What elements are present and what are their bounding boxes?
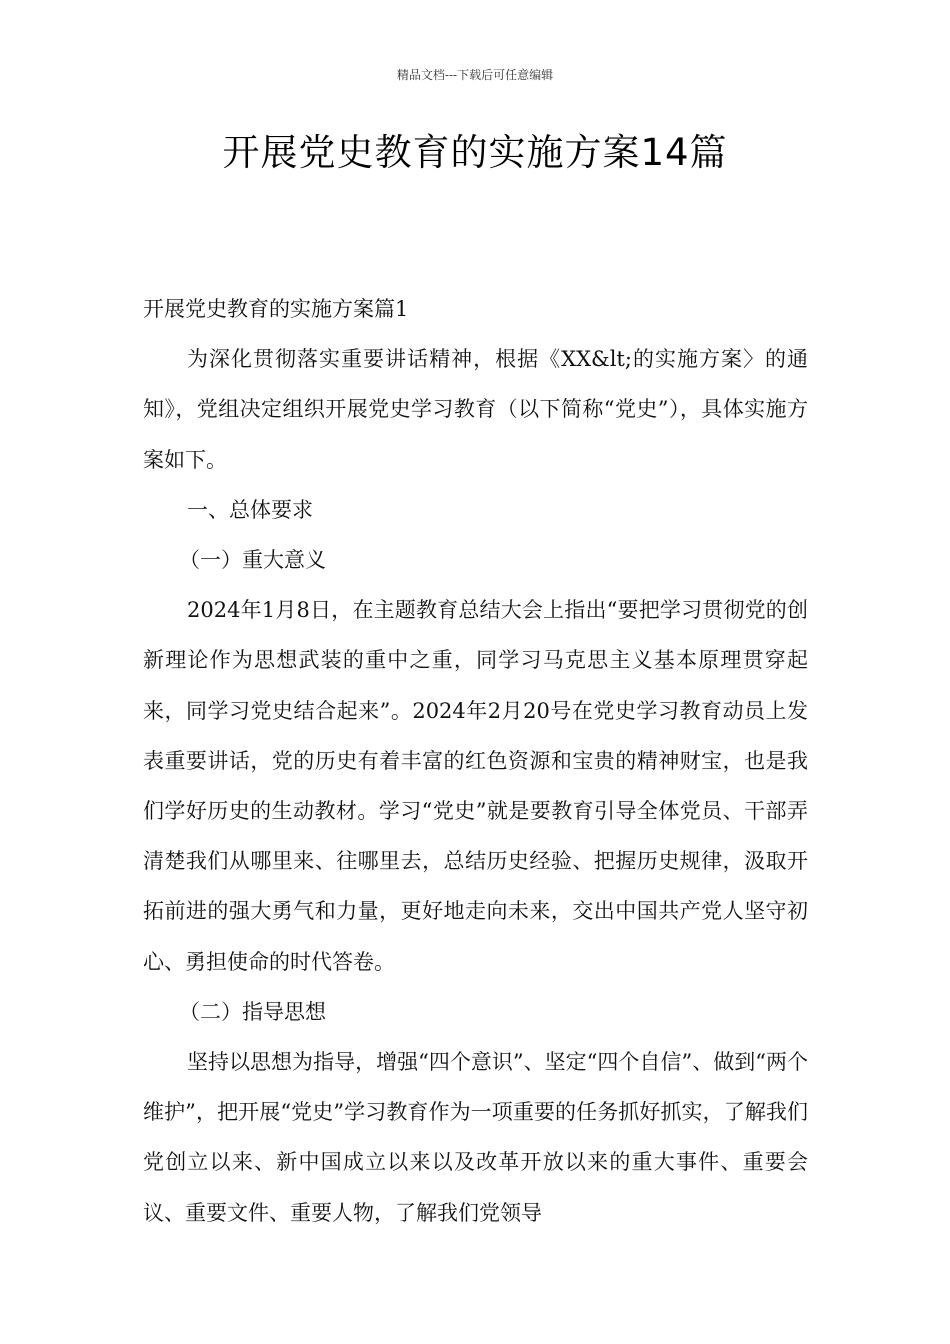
page-header-note: 精品文档---下载后可任意编辑 (396, 68, 554, 82)
subsection-heading-significance: （一）重大意义 (179, 548, 326, 573)
subsection-heading-guiding-thought: （二）指导思想 (179, 999, 326, 1024)
significance-paragraph: 2024年1月8日，在主题教育总结大会上指出“要把学习贯彻党的创新理论作为思想武装的重中之重，同学习马克思主义基本原理贯穿起来，同学习党史结合起来”。2024年2月20号在党史学习教育动员上发表重要讲话，党的历史有着丰富的红色资源和宝贵的精神财宝，也是我们学好历史的生动教材。学习“党史”就是要教育引导全体党员、干部弄清楚我们从哪里来、往哪里去，总结历史经验、把握历史规律，汲取开拓前进的强大勇气和力量，更好地走向未来，交出中国共产党人坚守初心、勇担使命的时代答卷。 (143, 598, 808, 974)
document-title: 开展党史教育的实施方案14篇 (222, 131, 728, 174)
guiding-thought-paragraph: 坚持以思想为指导，增强“四个意识”、坚定“四个自信”、做到“两个维护”，把开展“党史”学习教育作为一项重要的任务抓好抓实，了解我们党创立以来、新中国成立以来以及改革开放以来的重大事件、重要会议、重要文件、重要人物，了解我们党领导 (143, 1050, 808, 1225)
section-heading-general-requirements: 一、总体要求 (187, 497, 313, 522)
part-title: 开展党史教育的实施方案篇1 (143, 297, 409, 321)
document-body (143, 284, 808, 1238)
intro-paragraph: 为深化贯彻落实重要讲话精神，根据《XX&lt;的实施方案〉的通知》，党组决定组织开展党史学习教育（以下简称“党史”），具体实施方案如下。 (143, 347, 808, 472)
